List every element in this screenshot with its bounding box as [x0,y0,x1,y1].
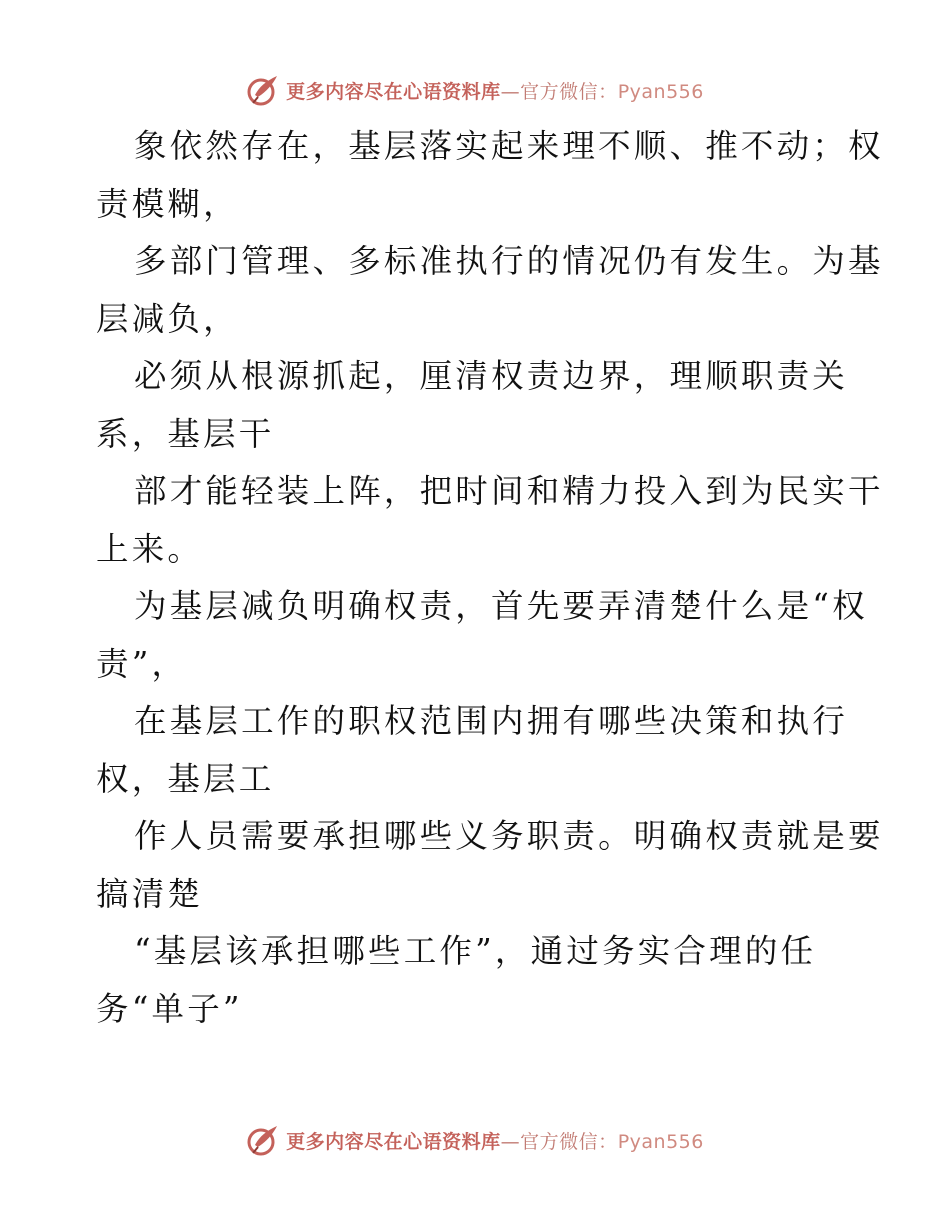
body-line: 为基层减负明确权责，首先要弄清楚什么是“权 [134,587,868,625]
body-line: 务“单子” [96,989,243,1028]
body-line: 层减负， [96,299,239,338]
body-line: 责”， [96,644,188,683]
body-line: 象依然存在，基层落实起来理不顺、推不动；权 [134,127,884,165]
footer-wechat-label: 官方微信： [520,1130,618,1153]
header-brand-text: 更多内容尽在心语资料库 [286,80,501,103]
body-line: 部才能轻装上阵，把时间和精力投入到为民实干 [134,472,884,510]
body-line: 上来。 [96,529,204,568]
quill-pen-logo-icon [246,73,280,107]
body-line: 系，基层干 [96,414,275,453]
header-wechat-id: Pyan556 [617,80,704,103]
header-wechat-label: 官方微信： [520,80,618,103]
footer-brand-text: 更多内容尽在心语资料库 [286,1130,501,1153]
body-line: “基层该承担哪些工作”，通过务实合理的任 [134,932,817,970]
header-separator: — [500,80,521,103]
footer-separator: — [500,1130,521,1153]
body-paragraph [96,118,884,1038]
body-line: 权，基层工 [96,759,275,798]
footer-banner [0,1120,950,1160]
footer-text [286,1127,704,1154]
body-line: 多部门管理、多标准执行的情况仍有发生。为基 [134,242,884,280]
document-body [96,118,884,1038]
body-line: 在基层工作的职权范围内拥有哪些决策和执行 [134,702,849,740]
body-line: 作人员需要承担哪些义务职责。明确权责就是要 [134,817,884,855]
body-line: 必须从根源抓起，厘清权责边界，理顺职责关 [134,357,849,395]
body-line: 责模糊， [96,184,239,223]
quill-pen-logo-icon [246,1123,280,1157]
footer-wechat-id: Pyan556 [617,1130,704,1153]
body-line: 搞清楚 [96,874,204,913]
header-banner [0,70,950,110]
header-text [286,77,704,104]
